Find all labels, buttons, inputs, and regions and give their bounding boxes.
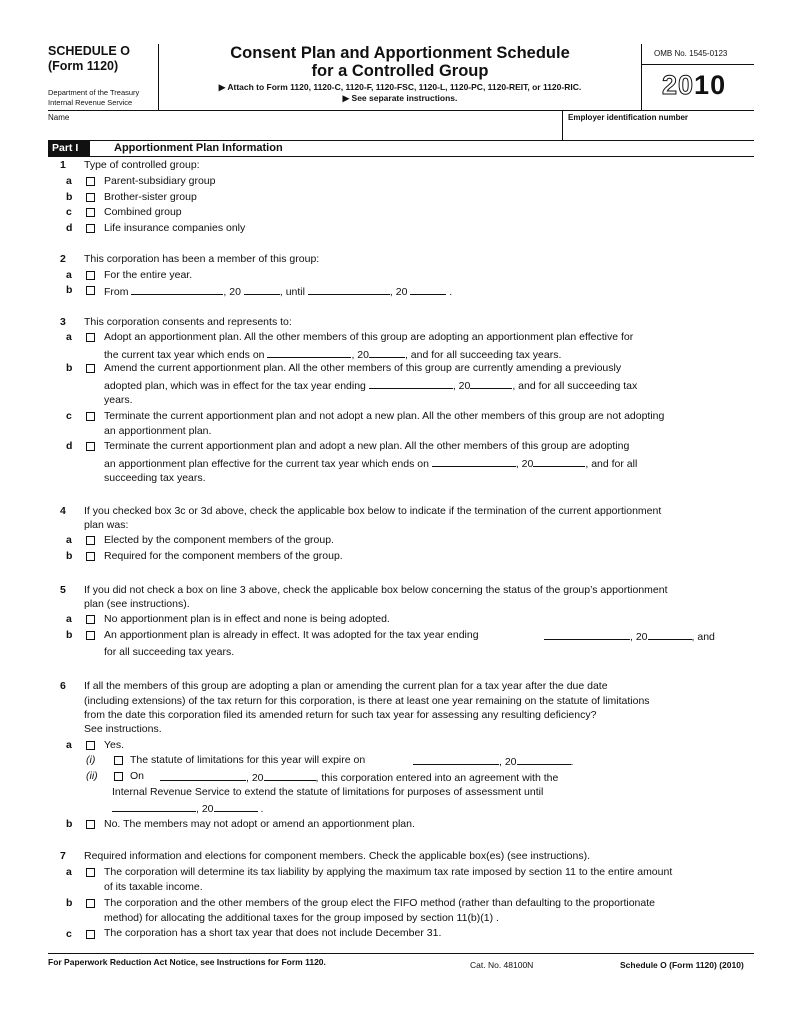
line-7a-text-1: The corporation will determine its tax liability by applying the maximum tax rate imposed by section 11 to the entire amount: [104, 866, 673, 878]
line-1d-label: Life insurance companies only: [104, 222, 246, 234]
line-5-text-1: If you did not check a box on line 3 above, check the applicable box below concerning the status of the group’s apportionment: [84, 584, 668, 596]
line-6a-ii-until-year-field[interactable]: [214, 801, 258, 812]
line-3d-text-2: an apportionment plan effective for the current tax year which ends on: [104, 458, 429, 470]
line-6a-ii-year-prefix: , 20: [246, 772, 264, 784]
line-5-text-2: plan (see instructions).: [84, 598, 190, 610]
line-5b-row-1: [104, 629, 479, 642]
line-3b-date-field[interactable]: [369, 378, 453, 389]
line-4b-letter: b: [66, 550, 73, 562]
department-line: Department of the Treasury: [48, 88, 140, 97]
line-2-number: 2: [60, 253, 66, 265]
line-6a-i-number: (i): [86, 754, 96, 766]
line-3a-letter: a: [66, 331, 72, 343]
line-6-number: 6: [60, 680, 66, 692]
line-6a-ii-number: (ii): [86, 770, 98, 782]
from-date-field[interactable]: [131, 284, 223, 295]
line-4b-checkbox[interactable]: [86, 552, 95, 561]
line-2b-period: .: [449, 286, 453, 298]
line-3b-year-field[interactable]: [470, 378, 512, 389]
line-7c-checkbox[interactable]: [86, 930, 95, 939]
line-5a-label: No apportionment plan is in effect and none is being adopted.: [104, 613, 390, 625]
line-5b-text-3: for all succeeding tax years.: [104, 646, 235, 658]
line-5b-year-prefix: , 20: [630, 631, 648, 643]
line-3d-date-field[interactable]: [432, 456, 516, 467]
line-6a-i-year-field[interactable]: [517, 754, 571, 765]
line-4-text-1: If you checked box 3c or 3d above, check the applicable box below to indicate if the termination of the current apportionment: [84, 505, 662, 517]
line-3b-year-prefix: , 20: [452, 380, 471, 392]
line-7b-letter: b: [66, 897, 73, 909]
year-suffix: 10: [694, 70, 727, 100]
line-3d-letter: d: [66, 440, 73, 452]
schedule-label: SCHEDULE O: [48, 44, 130, 58]
line-1a-label: Parent-subsidiary group: [104, 175, 216, 187]
line-5b-text-1: An apportionment plan is already in effect. It was adopted for the tax year ending: [104, 629, 479, 641]
line-5b-letter: b: [66, 629, 73, 641]
line-7c-letter: c: [66, 928, 72, 940]
title-line-1: Consent Plan and Apportionment Schedule: [230, 44, 570, 62]
line-6a-i-period: .: [570, 756, 574, 768]
line-7-text: Required information and elections for component members. Check the applicable box(es) (see instructions).: [84, 850, 590, 862]
line-3b-text-2: adopted plan, which was in effect for the tax year ending: [104, 380, 366, 392]
irs-line: Internal Revenue Service: [48, 98, 133, 107]
header-divider-left: [158, 44, 159, 110]
line-3-text: This corporation consents and represents to:: [84, 316, 292, 328]
from-year-field[interactable]: [244, 284, 280, 295]
line-3a-year-prefix: , 20: [351, 349, 369, 361]
paperwork-notice: For Paperwork Reduction Act Notice, see Instructions for Form 1120.: [48, 957, 326, 967]
part-label: Part I: [48, 141, 90, 156]
line-7b-text-2: method) for allocating the additional taxes for the group imposed by section 11(b)(1) .: [104, 912, 499, 924]
line-5b-date-group: [544, 629, 715, 644]
line-5a-letter: a: [66, 613, 72, 625]
line-2-text: This corporation has been a member of this group:: [84, 253, 320, 265]
line-2b-row: [104, 284, 452, 299]
line-7-number: 7: [60, 850, 66, 862]
line-6b-label: No. The members may not adopt or amend an apportionment plan.: [104, 818, 415, 830]
line-3c-checkbox[interactable]: [86, 412, 95, 421]
line-3a-text-3: , and for all succeeding tax years.: [404, 349, 562, 361]
catalog-number: Cat. No. 48100N: [470, 960, 534, 970]
line-7a-letter: a: [66, 866, 72, 878]
line-3a-text-2: the current tax year which ends on: [104, 349, 265, 361]
from-label: From: [104, 286, 129, 298]
line-6b-checkbox[interactable]: [86, 820, 95, 829]
line-6a-ii-row-3: [112, 801, 263, 816]
omb-rule: [641, 64, 754, 65]
line-5-number: 5: [60, 584, 66, 596]
line-1-number: 1: [60, 159, 66, 171]
line-6a-letter: a: [66, 739, 72, 751]
line-6a-ii-text: , this corporation entered into an agreement with the: [315, 772, 559, 784]
line-6-text-4: See instructions.: [84, 723, 162, 735]
part-title: Apportionment Plan Information: [114, 142, 283, 154]
line-3d-row-2: [104, 456, 637, 471]
line-6a-ii-until-date-field[interactable]: [112, 801, 196, 812]
line-6a-ii-checkbox[interactable]: [114, 772, 123, 781]
year-prefix: 20: [662, 70, 695, 100]
line-6a-ii-on-label: On: [130, 770, 145, 782]
line-7b-checkbox[interactable]: [86, 899, 95, 908]
line-3b-letter: b: [66, 362, 73, 374]
line-6a-checkbox[interactable]: [86, 741, 95, 750]
line-5b-date-field[interactable]: [544, 629, 630, 640]
line-3b-text-1: Amend the current apportionment plan. All the other members of this group are currently amending a previously: [104, 362, 622, 374]
until-year-prefix: , 20: [389, 286, 408, 298]
line-2a-label: For the entire year.: [104, 269, 193, 281]
line-6a-ii-text-2: Internal Revenue Service to extend the statute of limitations for purposes of assessment until: [112, 786, 544, 798]
line-3c-text-1: Terminate the current apportionment plan and not adopt a new plan. All the other members of this group are not adopting: [104, 410, 665, 422]
line-6a-i-date-group: [413, 754, 573, 769]
line-3d-year-prefix: , 20: [515, 458, 534, 470]
part-bottom-rule: [48, 156, 754, 157]
line-6a-label: Yes.: [104, 739, 125, 751]
line-6b-letter: b: [66, 818, 73, 830]
attach-instructions: [160, 82, 640, 104]
line-1d-checkbox[interactable]: [86, 224, 95, 233]
ein-divider: [562, 110, 563, 141]
line-3d-text-1: Terminate the current apportionment plan and adopt a new plan. All the other members of this group are adopting: [104, 440, 630, 452]
line-3a-checkbox[interactable]: [86, 333, 95, 342]
line-1b-checkbox[interactable]: [86, 193, 95, 202]
line-1b-label: Brother-sister group: [104, 191, 197, 203]
line-4a-letter: a: [66, 534, 72, 546]
line-2a-letter: a: [66, 269, 72, 281]
line-6a-ii-period: .: [260, 803, 264, 815]
line-5b-checkbox[interactable]: [86, 631, 95, 640]
see-instructions-line: ▶ See separate instructions.: [342, 93, 458, 103]
from-year-prefix: , 20: [223, 286, 241, 298]
line-6a-i-checkbox[interactable]: [114, 756, 123, 765]
line-3d-text-4: succeeding tax years.: [104, 472, 206, 484]
line-6-text-3: from the date this corporation filed its amended return for such tax year for assessing any resulting deficiency?: [84, 709, 597, 721]
ein-field[interactable]: [566, 122, 754, 139]
line-1c-checkbox[interactable]: [86, 208, 95, 217]
line-6a-ii-date-group: [160, 770, 558, 785]
schedule-title: [48, 44, 130, 74]
line-3a-year-field[interactable]: [369, 347, 405, 358]
line-7b-text-1: The corporation and the other members of the group elect the FIFO method (rather than defaulting to the proportionate: [104, 897, 655, 909]
form-label: (Form 1120): [48, 59, 119, 73]
line-1c-letter: c: [66, 206, 72, 218]
line-4a-checkbox[interactable]: [86, 536, 95, 545]
line-2b-letter: b: [66, 284, 73, 296]
header-divider-right: [641, 44, 642, 110]
line-6-text-1: If all the members of this group are adopting a plan or amending the current plan for a tax year after the due date: [84, 680, 608, 692]
line-7c-label: The corporation has a short tax year that does not include December 31.: [104, 927, 442, 939]
line-6-text-2: (including extensions) of the tax return for this corporation, is there at least one year remaining on the statute of limitations: [84, 695, 650, 707]
until-year-field[interactable]: [410, 284, 446, 295]
line-1-text: Type of controlled group:: [84, 159, 200, 171]
line-5b-year-field[interactable]: [648, 629, 692, 640]
form-title: [160, 44, 640, 80]
line-3d-year-field[interactable]: [533, 456, 585, 467]
line-1b-letter: b: [66, 191, 73, 203]
tax-year: [662, 70, 726, 101]
omb-number: OMB No. 1545-0123: [654, 49, 728, 58]
until-label: , until: [279, 286, 305, 298]
line-5a-checkbox[interactable]: [86, 615, 95, 624]
line-3a-date-field[interactable]: [267, 347, 351, 358]
line-3c-letter: c: [66, 410, 72, 422]
line-1c-label: Combined group: [104, 206, 182, 218]
line-3b-checkbox[interactable]: [86, 364, 95, 373]
attach-line: ▶ Attach to Form 1120, 1120-C, 1120-F, 1120-FSC, 1120-L, 1120-PC, 1120-REIT, or 1120-RIC.: [218, 82, 582, 92]
header-rule: [48, 110, 754, 111]
line-3-number: 3: [60, 316, 66, 328]
line-6a-i-text: The statute of limitations for this year will expire on: [130, 754, 366, 766]
line-2b-checkbox[interactable]: [86, 286, 95, 295]
line-6a-i-row: [130, 754, 365, 767]
department-block: [48, 88, 139, 108]
line-7a-text-2: of its taxable income.: [104, 881, 203, 893]
line-5b-text-2: , and: [691, 631, 715, 643]
line-3a-row-2: [104, 347, 561, 362]
line-1d-letter: d: [66, 222, 73, 234]
line-6a-i-year-prefix: , 20: [499, 756, 517, 768]
footer-rule: [48, 953, 754, 954]
line-3a-text-1: Adopt an apportionment plan. All the other members of this group are adopting an apportionment plan effective for: [104, 331, 634, 343]
form-footer-title: Schedule O (Form 1120) (2010): [620, 960, 744, 970]
line-6a-ii-date-field[interactable]: [160, 770, 246, 781]
line-2a-checkbox[interactable]: [86, 271, 95, 280]
line-1a-letter: a: [66, 175, 72, 187]
line-1a-checkbox[interactable]: [86, 177, 95, 186]
line-4a-label: Elected by the component members of the group.: [104, 534, 334, 546]
part-header: [48, 141, 754, 156]
line-4-text-2: plan was:: [84, 519, 129, 531]
line-7a-checkbox[interactable]: [86, 868, 95, 877]
line-6a-i-date-field[interactable]: [413, 754, 499, 765]
title-line-2: for a Controlled Group: [311, 62, 489, 80]
name-label: Name: [48, 113, 70, 122]
line-3b-row-2: [104, 378, 637, 393]
line-3d-checkbox[interactable]: [86, 442, 95, 451]
line-3d-text-3: , and for all: [585, 458, 638, 470]
line-3b-text-4: years.: [104, 394, 133, 406]
line-6a-ii-year-field[interactable]: [264, 770, 316, 781]
line-6a-ii-row: [130, 770, 144, 783]
line-4-number: 4: [60, 505, 66, 517]
ein-label: Employer identification number: [568, 113, 689, 122]
line-3b-text-3: , and for all succeeding tax: [512, 380, 638, 392]
until-date-field[interactable]: [308, 284, 390, 295]
line-3c-text-2: an apportionment plan.: [104, 425, 212, 437]
line-6a-ii-until-year-prefix: , 20: [196, 803, 214, 815]
name-field[interactable]: [48, 122, 560, 139]
line-4b-label: Required for the component members of the group.: [104, 550, 343, 562]
